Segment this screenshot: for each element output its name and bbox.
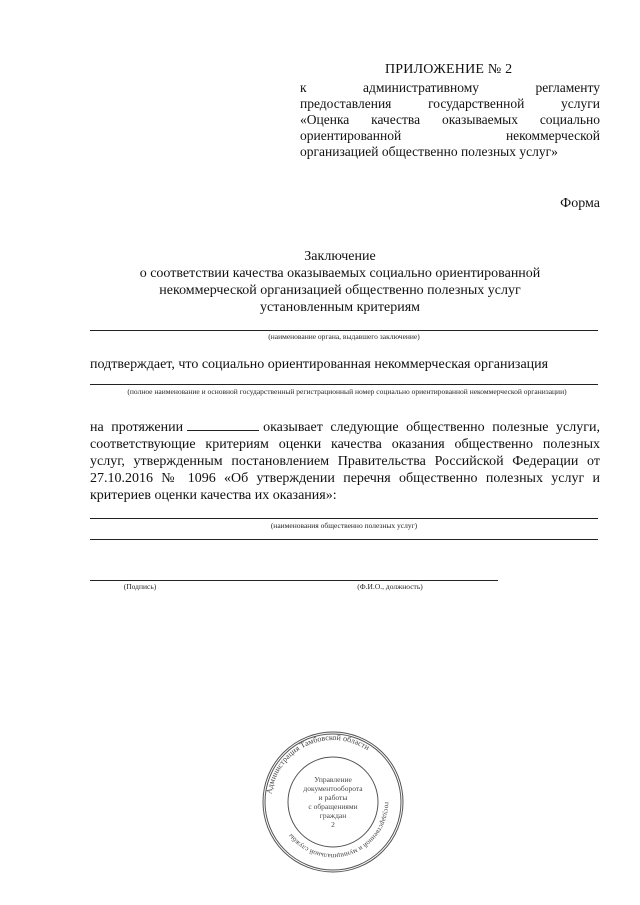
organization-line[interactable] bbox=[90, 384, 598, 385]
title-heading: Заключение bbox=[304, 249, 376, 264]
appendix-line: ориентированной некоммерческой bbox=[300, 128, 600, 143]
form-label: Форма bbox=[560, 196, 600, 211]
stamp-center-line: с обращениями bbox=[308, 802, 358, 811]
stamp-seal-icon bbox=[258, 727, 408, 877]
period-blank[interactable] bbox=[187, 418, 259, 431]
services-text: оказывает следующие общественно полезные услуги, соответствующие критериям оценки качества оказания общественно полезных услуг, утвержденным постановлением Правительства Российской Федерации от 27.10.2016 № 1096 «Об утверждении перечня общественно полезных услуг и критериев оценки качества их оказания»: bbox=[90, 420, 600, 503]
title-line: установленным критериям bbox=[259, 300, 420, 315]
stamp-outer-text: Администрация Тамбовской области bbox=[264, 732, 372, 795]
stamp-center-line: и работы bbox=[318, 793, 348, 802]
services-line-2[interactable] bbox=[90, 539, 598, 540]
official-stamp bbox=[258, 727, 408, 877]
services-caption: (наименования общественно полезных услуг) bbox=[270, 521, 418, 530]
period-prefix: на протяжении bbox=[90, 420, 184, 435]
title-line: о соответствии качества оказываемых социально ориентированной bbox=[139, 266, 541, 281]
appendix-title: ПРИЛОЖЕНИЕ № 2 bbox=[385, 62, 513, 77]
name-position-caption: (Ф.И.О., должность) bbox=[357, 582, 423, 591]
services-paragraph bbox=[90, 418, 600, 504]
appendix-description bbox=[300, 80, 600, 160]
stamp-center-line: 2 bbox=[331, 820, 335, 829]
stamp-middle-text: государственной и муниципальной службы bbox=[286, 801, 392, 861]
issuer-line[interactable] bbox=[90, 330, 598, 331]
appendix-line: «Оценка качества оказываемых социально bbox=[300, 112, 600, 127]
signature-caption: (Подпись) bbox=[123, 582, 157, 591]
appendix-line: предоставления государственной услуги bbox=[300, 96, 600, 111]
appendix-line: организацией общественно полезных услуг» bbox=[300, 144, 558, 159]
stamp-center-line: документооборота bbox=[303, 784, 363, 793]
stamp-center-line: граждан bbox=[319, 811, 347, 820]
signature-line[interactable] bbox=[90, 580, 498, 581]
title-line: некоммерческой организацией общественно полезных услуг bbox=[159, 283, 521, 298]
services-line[interactable] bbox=[90, 518, 598, 519]
stamp-center-line: Управление bbox=[314, 775, 352, 784]
document-title bbox=[80, 248, 600, 316]
issuer-caption: (наименование органа, выдавшего заключение) bbox=[268, 332, 420, 341]
organization-caption: (полное наименование и основной государственный регистрационный номер социально ориентированной некоммерческой организации) bbox=[127, 387, 567, 396]
confirm-text: подтверждает, что социально ориентированная некоммерческая организация bbox=[90, 357, 549, 372]
appendix-line: к административному регламенту bbox=[300, 80, 600, 95]
